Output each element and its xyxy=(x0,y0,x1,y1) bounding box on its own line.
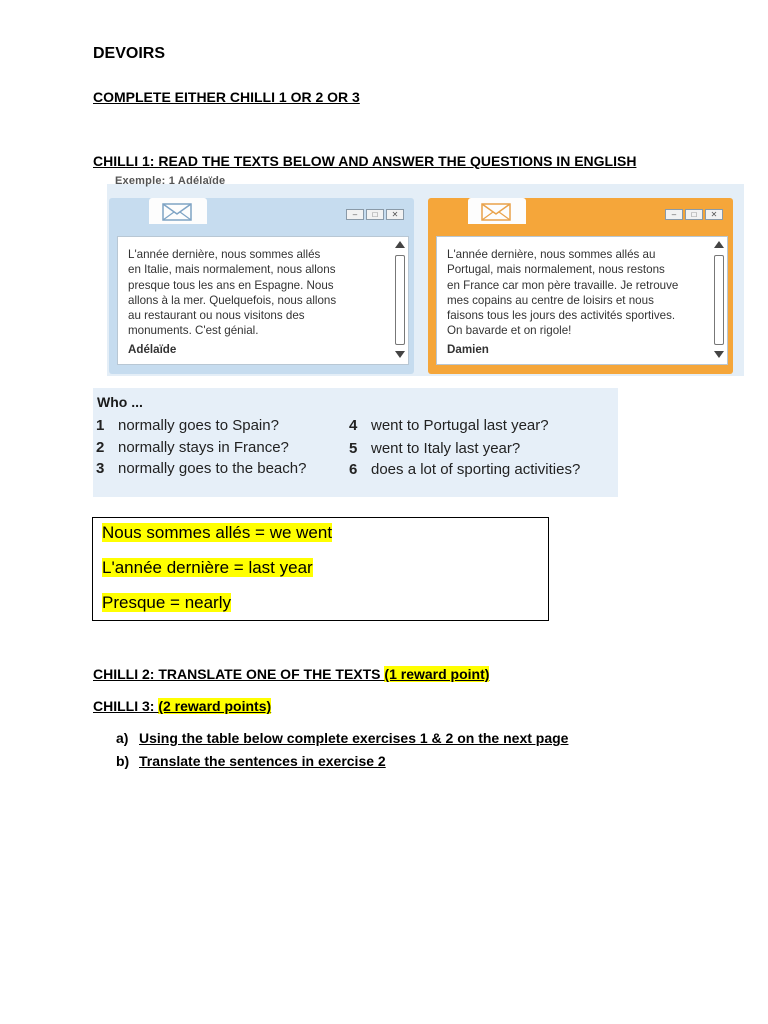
question-number: 2 xyxy=(96,439,105,456)
chilli2-heading xyxy=(93,666,489,682)
email-signature: Damien xyxy=(447,343,489,356)
chilli3-item xyxy=(116,730,568,746)
chilli1-heading: CHILLI 1: READ THE TEXTS BELOW AND ANSWER THE QUESTIONS IN ENGLISH xyxy=(93,153,637,169)
question-item xyxy=(349,461,580,478)
minimize-icon: – xyxy=(346,209,364,220)
scrollbar xyxy=(393,239,406,360)
question-item xyxy=(96,417,279,434)
email-window-adelaide xyxy=(109,198,414,374)
maximize-icon: □ xyxy=(366,209,384,220)
scrollbar xyxy=(712,239,725,360)
question-number: 3 xyxy=(96,460,105,477)
email-line: allons à la mer. Quelquefois, nous allons xyxy=(128,293,337,307)
chilli3-reward: (2 reward points) xyxy=(158,698,272,714)
vocab-text: Nous sommes allés = we went xyxy=(102,523,333,542)
vocab-text: Presque = nearly xyxy=(102,593,231,612)
email-body xyxy=(436,236,728,365)
question-text: normally goes to the beach? xyxy=(118,460,307,477)
email-window-damien xyxy=(428,198,733,374)
email-figure xyxy=(107,175,744,376)
envelope-icon xyxy=(162,203,192,221)
scroll-up-arrow-icon xyxy=(395,241,405,248)
envelope-icon xyxy=(481,203,511,221)
scroll-track xyxy=(714,255,724,345)
question-text: normally stays in France? xyxy=(118,439,289,456)
scroll-down-arrow-icon xyxy=(395,351,405,358)
email-line: en France car mon père travaille. Je retrouve xyxy=(447,278,679,292)
question-item xyxy=(349,417,549,434)
email-line: L'année dernière, nous sommes allés xyxy=(128,248,321,261)
question-number: 1 xyxy=(96,417,105,434)
chilli3-heading-text: CHILLI 3: xyxy=(93,698,159,714)
scroll-track xyxy=(395,255,405,345)
vocab-line xyxy=(102,593,231,613)
email-line: On bavarde et on rigole! xyxy=(447,324,572,338)
who-title: Who ... xyxy=(97,394,143,410)
email-line: presque tous les ans en Espagne. Nous xyxy=(128,278,334,292)
email-line: monuments. C'est génial. xyxy=(128,324,259,338)
chilli2-heading-text: CHILLI 2: TRANSLATE ONE OF THE TEXTS xyxy=(93,666,385,682)
maximize-icon: □ xyxy=(685,209,703,220)
window-controls xyxy=(663,204,725,219)
question-number: 5 xyxy=(349,440,358,457)
window-tab xyxy=(149,198,207,224)
window-controls xyxy=(344,204,406,219)
email-line: au restaurant ou nous visitons des xyxy=(128,309,305,323)
email-signature: Adélaïde xyxy=(128,343,177,356)
vocab-line xyxy=(102,523,332,543)
close-icon: ✕ xyxy=(705,209,723,220)
email-line: en Italie, mais normalement, nous allons xyxy=(128,263,336,277)
question-item xyxy=(96,439,289,456)
question-text: does a lot of sporting activities? xyxy=(371,461,581,478)
email-line: L'année dernière, nous sommes allés au xyxy=(447,248,656,261)
close-icon: ✕ xyxy=(386,209,404,220)
scroll-down-arrow-icon xyxy=(714,351,724,358)
instruction-heading: COMPLETE EITHER CHILLI 1 OR 2 OR 3 xyxy=(93,89,360,105)
item-text: Using the table below complete exercises 1 & 2 on the next page xyxy=(139,730,569,746)
item-label: a) xyxy=(116,730,129,746)
chilli3-heading xyxy=(93,698,271,714)
minimize-icon: – xyxy=(665,209,683,220)
window-tab xyxy=(468,198,526,224)
email-text xyxy=(447,247,697,339)
question-text: went to Portugal last year? xyxy=(371,417,549,434)
email-line: Portugal, mais normalement, nous restons xyxy=(447,263,665,277)
vocab-text: L'année dernière = last year xyxy=(102,558,313,577)
question-item xyxy=(96,460,306,477)
question-item xyxy=(349,440,520,457)
item-label: b) xyxy=(116,753,130,769)
question-text: normally goes to Spain? xyxy=(118,417,279,434)
email-line: faisons tous les jours des activités sportives. xyxy=(447,309,676,323)
scroll-up-arrow-icon xyxy=(714,241,724,248)
email-text xyxy=(128,247,378,339)
page-title: DEVOIRS xyxy=(93,45,166,62)
figure-cut-text: Exemple: 1 Adélaïde xyxy=(115,175,226,187)
question-number: 6 xyxy=(349,461,358,478)
email-body xyxy=(117,236,409,365)
vocab-line xyxy=(102,558,313,578)
chilli3-item xyxy=(116,753,386,769)
item-text: Translate the sentences in exercise 2 xyxy=(139,753,386,769)
vocab-box xyxy=(92,517,549,621)
who-questions-box xyxy=(93,388,618,497)
question-number: 4 xyxy=(349,417,358,434)
question-text: went to Italy last year? xyxy=(371,440,521,457)
email-line: mes copains au centre de loisirs et nous xyxy=(447,293,654,307)
chilli2-reward: (1 reward point) xyxy=(384,666,490,682)
